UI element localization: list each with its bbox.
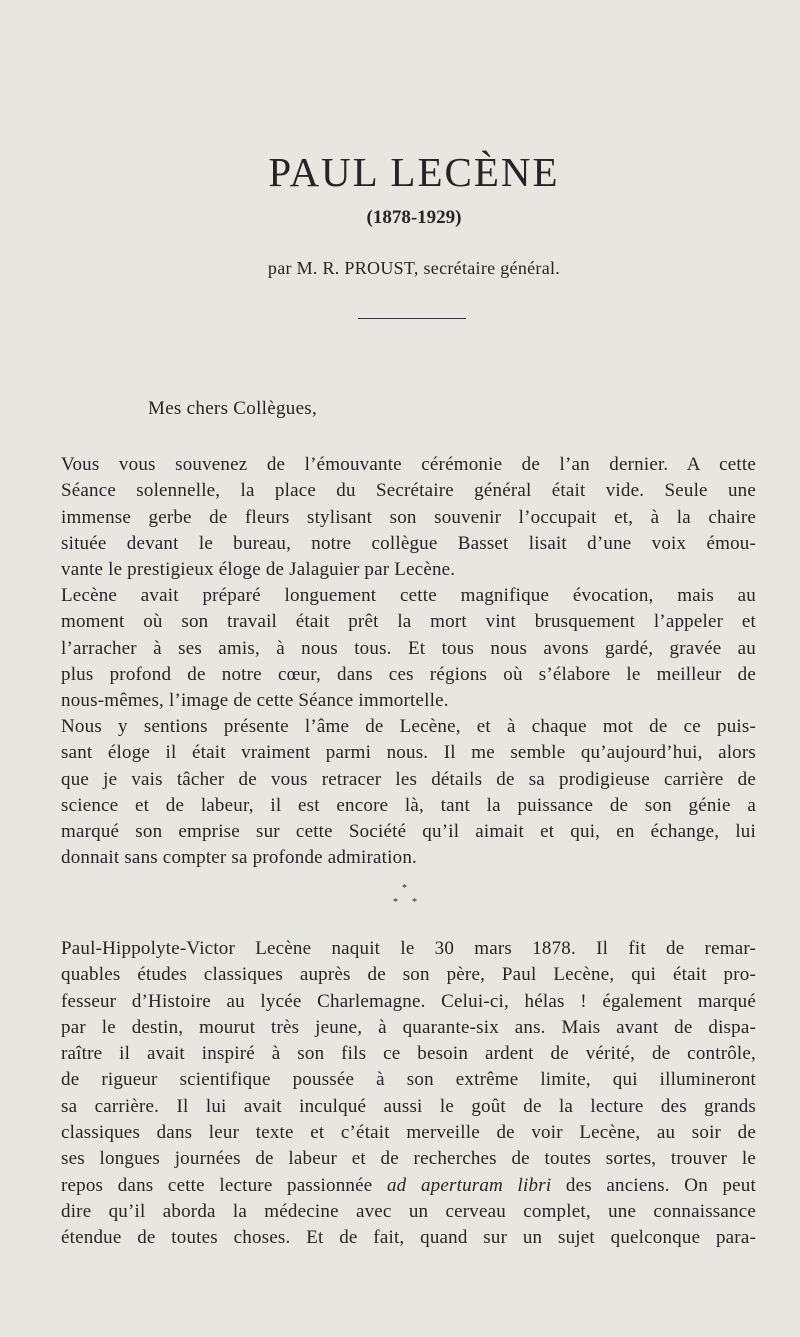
- byline: par M. R. PROUST, secrétaire général.: [267, 258, 561, 278]
- page-title: PAUL LECÈNE: [268, 149, 560, 195]
- text-line: l’arracher à ses amis, à nous tous. Et tous nous avons gardé, gravée au: [61, 637, 756, 659]
- text-line-with-italic: [61, 1173, 756, 1199]
- text-segment: des anciens. On peut: [551, 1174, 756, 1196]
- paragraph-3: [61, 714, 756, 872]
- text-line: marqué son emprise sur cette Société qu’il aimait et qui, en échange, lui: [61, 821, 756, 843]
- text-line: donnait sans compter sa profonde admiration.: [61, 847, 417, 869]
- text-line: nous-mêmes, l’image de cette Séance immortelle.: [61, 690, 449, 712]
- paragraph-2: [61, 583, 756, 714]
- text-line: raître il avait inspiré à son fils ce besoin ardent de vérité, de contrôle,: [61, 1043, 756, 1065]
- paragraph-1: [61, 452, 756, 583]
- title-divider: [358, 318, 466, 319]
- text-segment: repos dans cette lecture passionnée: [61, 1174, 387, 1196]
- text-line: immense gerbe de fleurs stylisant son souvenir l’occupait et, à la chaire: [61, 506, 756, 528]
- separator-star: *: [393, 897, 398, 908]
- text-line: Lecène avait préparé longuement cette magnifique évocation, mais au: [61, 585, 756, 606]
- text-line: classiques dans leur texte et c’était merveille de voir Lecène, au soir de: [61, 1122, 756, 1144]
- text-line: science et de labeur, il est encore là, tant la puissance de son génie a: [61, 794, 756, 816]
- text-line: sant éloge il était vraiment parmi nous. Il me semble qu’aujourd’hui, alors: [61, 742, 756, 764]
- life-dates: (1878-1929): [366, 207, 462, 228]
- salutation: Mes chers Collègues,: [148, 398, 318, 419]
- text-line: moment où son travail était prêt la mort vint brusquement l’appeler et: [61, 611, 756, 633]
- text-line: dire qu’il aborda la médecine avec un cerveau complet, une connaissance: [61, 1200, 756, 1222]
- text-line: vante le prestigieux éloge de Jalaguier par Lecène.: [61, 559, 456, 581]
- latin-phrase: ad aperturam libri: [386, 1174, 552, 1196]
- text-line: Vous vous souvenez de l’émouvante cérémonie de l’an dernier. A cette: [61, 454, 756, 475]
- text-line: située devant le bureau, notre collègue Basset lisait d’une voix émou-: [61, 532, 756, 554]
- text-line: Paul-Hippolyte-Victor Lecène naquit le 30 mars 1878. Il fit de remar-: [61, 938, 756, 959]
- separator-star: *: [402, 883, 407, 894]
- text-line: par le destin, mourut très jeune, à quarante-six ans. Mais avant de dispa-: [61, 1016, 756, 1038]
- paragraph-4: [61, 936, 756, 1252]
- text-line: Nous y sentions présente l’âme de Lecène, et à chaque mot de ce puis-: [61, 716, 756, 737]
- text-line: quables études classiques auprès de son père, Paul Lecène, qui était pro-: [61, 964, 756, 986]
- text-line: plus profond de notre cœur, dans ces régions où s’élabore le meilleur de: [61, 663, 756, 685]
- text-line: étendue de toutes choses. Et de fait, quand sur un sujet quelconque para-: [61, 1227, 756, 1249]
- text-line: ses longues journées de labeur et de recherches de toutes sortes, trouver le: [61, 1148, 756, 1170]
- text-line: de rigueur scientifique poussée à son extrême limite, qui illumineront: [61, 1069, 756, 1091]
- text-line: fesseur d’Histoire au lycée Charlemagne. Celui-ci, hélas ! également marqué: [61, 990, 756, 1012]
- section-separator: [384, 883, 424, 911]
- text-line: Séance solennelle, la place du Secrétaire général était vide. Seule une: [61, 480, 756, 502]
- separator-star: *: [412, 897, 417, 908]
- text-line: que je vais tâcher de vous retracer les détails de sa prodigieuse carrière de: [61, 768, 756, 790]
- text-line: sa carrière. Il lui avait inculqué aussi le goût de la lecture des grands: [61, 1095, 756, 1117]
